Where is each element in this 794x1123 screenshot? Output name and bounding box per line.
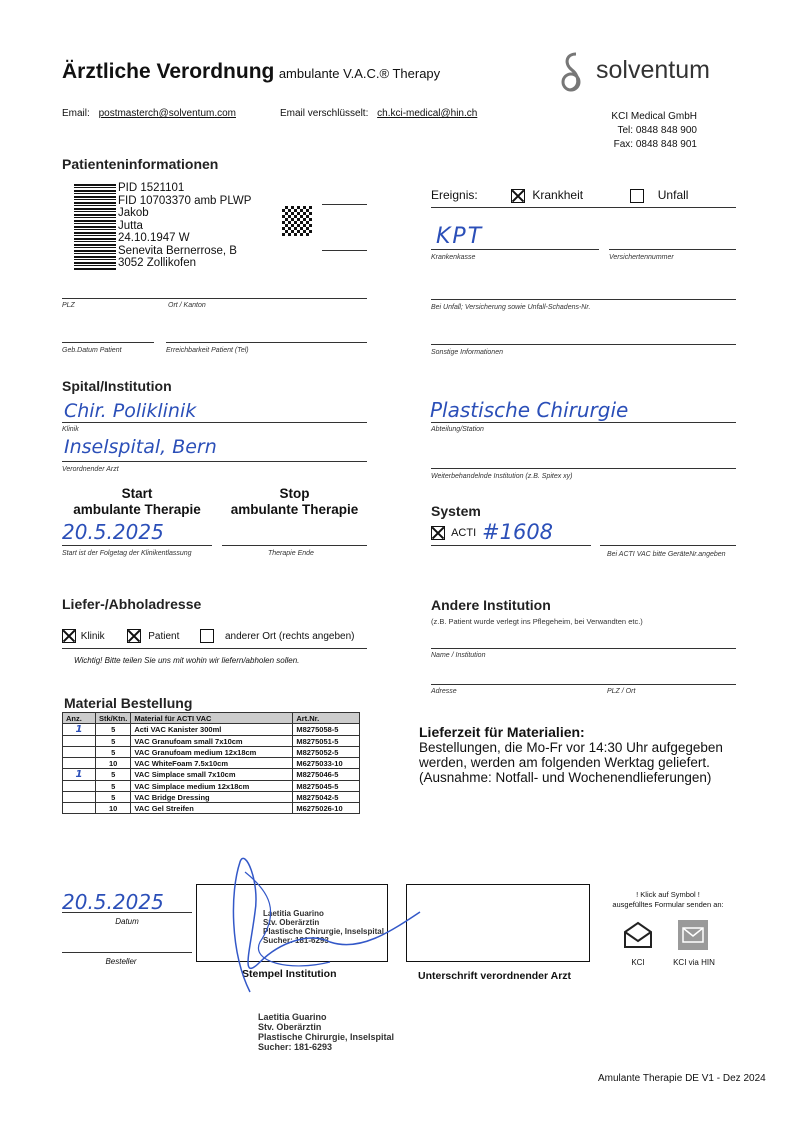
other-inst-title: Andere Institution (431, 597, 551, 613)
qr-code (282, 206, 312, 236)
abteilung-label: Abteilung/Station (431, 426, 484, 433)
table-row: 1 5 Acti VAC Kanister 300ml M8275058-5 (63, 724, 360, 736)
send-hin-button[interactable] (678, 920, 708, 950)
system-row: ACTI (431, 526, 476, 540)
acti-checkbox[interactable] (431, 526, 445, 540)
sticker-text: PID 1521101 FID 10703370 amb PLWP Jakob Jutta 24.10.1947 W Senevita Bernerrose, B 3052 Zollikofen (118, 182, 252, 269)
email-link[interactable]: postmasterch@solventum.com (98, 108, 236, 119)
start-date-value[interactable]: 20.5.2025 (62, 520, 164, 544)
delivery-klinik-checkbox[interactable] (62, 629, 76, 643)
start-title: Start ambulante Therapie (73, 486, 201, 517)
signature-scribble (190, 852, 440, 1002)
phone-label: Erreichbarkeit Patient (Tel) (166, 347, 249, 354)
system-label: Bei ACTI VAC bitte GeräteNr.angeben (607, 551, 726, 558)
email-row: Email: postmasterch@solventum.com (62, 108, 236, 119)
send-kci-button[interactable] (622, 920, 654, 950)
table-row: 10 VAC Gel Streifen M6275026-10 (63, 803, 360, 814)
delivery-options: Klinik Patient anderer Ort (rechts angeben) (62, 629, 354, 643)
lieferzeit-info: Lieferzeit für Materialien: Bestellungen, die Mo-Fr vor 14:30 Uhr aufgegeben werden, werden am folgenden Werktag geliefert. (Ausnahme: Notfall- und Wochenendlieferungen) (419, 724, 723, 785)
other-plz-label: PLZ / Ort (607, 688, 636, 695)
email-encrypted-link[interactable]: ch.kci-medical@hin.ch (377, 108, 478, 119)
hin-label: KCI via HIN (673, 958, 715, 967)
dob-label: Geb.Datum Patient (62, 347, 122, 354)
barcode (74, 184, 116, 270)
signature-label: Unterschrift verordnender Arzt (418, 970, 572, 982)
date-value[interactable]: 20.5.2025 (62, 890, 164, 914)
stamp-label: Stempel Institution (242, 968, 337, 980)
start-label: Start ist der Folgetag der Klinikentlassung (62, 550, 192, 557)
versicherten-label: Versichertennummer (609, 254, 674, 261)
table-row: 10 VAC WhiteFoam 7.5x10cm M6275033-10 (63, 758, 360, 769)
material-table (62, 712, 360, 814)
other-name-label: Name / Institution (431, 652, 486, 659)
krankenkasse-label: Krankenkasse (431, 254, 476, 261)
patient-sticker (62, 178, 320, 296)
table-row: 5 VAC Bridge Dressing M8275042-5 (63, 792, 360, 803)
sonstige-label: Sonstige Informationen (431, 349, 503, 356)
plz-label: PLZ (62, 302, 75, 309)
klinik-value[interactable]: Chir. Poliklinik (64, 400, 197, 422)
solventum-logo: solventum (556, 50, 756, 96)
lower-stamp: Laetitia Guarino Stv. Oberärztin Plastische Chirurgie, Inselspital Sucher: 181-6293 (258, 1012, 395, 1052)
arzt-value[interactable]: Inselspital, Bern (64, 436, 217, 458)
delivery-section-title: Liefer-/Abholadresse (62, 596, 202, 612)
delivery-note: Wichtig! Bitte teilen Sie uns mit wohin wir liefern/abholen sollen. (74, 656, 300, 665)
version-label: Amulante Therapie DE V1 - Dez 2024 (598, 1073, 766, 1084)
table-row: 5 VAC Granufoam small 7x10cm M8275051-5 (63, 736, 360, 747)
table-row: 1 5 VAC Simplace small 7x10cm M8275046-5 (63, 769, 360, 781)
form-title: Ärztliche Verordnung ambulante V.A.C.® Therapy (62, 60, 441, 83)
stop-title: Stop ambulante Therapie (230, 486, 359, 517)
end-label: Therapie Ende (268, 550, 314, 557)
ort-label: Ort / Kanton (168, 302, 206, 309)
unfall-checkbox[interactable] (630, 189, 644, 203)
envelope-icon (622, 920, 654, 950)
delivery-other-checkbox[interactable] (200, 629, 214, 643)
table-row: 5 VAC Granufoam medium 12x18cm M8275052-5 (63, 747, 360, 758)
delivery-patient-checkbox[interactable] (127, 629, 141, 643)
krankheit-checkbox[interactable] (511, 189, 525, 203)
mail-icon (678, 920, 708, 950)
weiter-label: Weiterbehandelnde Institution (z.B. Spitex xy) (431, 473, 573, 480)
system-device-value[interactable]: #1608 (482, 520, 554, 544)
unfall-nr-label: Bei Unfall; Versicherung sowie Unfall-Schadens-Nr. (431, 304, 591, 311)
system-title: System (431, 503, 481, 519)
other-address-label: Adresse (431, 688, 457, 695)
solventum-logo-icon (556, 50, 590, 96)
kci-label: KCI (631, 958, 645, 967)
send-note: ! Klick auf Symbol ! ausgefülltes Formular senden an: (612, 890, 724, 909)
material-header-row: Anz. Stk/Ktn. Material für ACTI VAC Art.Nr. (63, 713, 360, 724)
patient-section-title: Patienteninformationen (62, 156, 219, 172)
spital-section-title: Spital/Institution (62, 378, 172, 394)
email-encrypted-row: Email verschlüsselt: ch.kci-medical@hin.ch (280, 108, 478, 119)
krankenkasse-value[interactable]: KPT (436, 224, 484, 249)
stamp-text: Laetitia Guarino Stv. Oberärztin Plastische Chirurgie, Inselspital Sucher: 181-6293 (263, 909, 384, 945)
other-inst-subtitle: (z.B. Patient wurde verlegt ins Pflegeheim, bei Verwandten etc.) (431, 617, 643, 626)
abteilung-value[interactable]: Plastische Chirurgie (430, 398, 629, 422)
material-section-title: Material Bestellung (64, 695, 193, 711)
company-info: KCI Medical GmbH Tel: 0848 848 900 Fax: 0848 848 901 (611, 111, 697, 150)
arzt-label: Verordnender Arzt (62, 466, 119, 473)
event-row: Ereignis: Krankheit Unfall (431, 188, 689, 202)
besteller-label: Besteller (105, 957, 137, 966)
date-label: Datum (115, 917, 139, 926)
table-row: 5 VAC Simplace medium 12x18cm M8275045-5 (63, 781, 360, 792)
klinik-label: Klinik (62, 426, 79, 433)
